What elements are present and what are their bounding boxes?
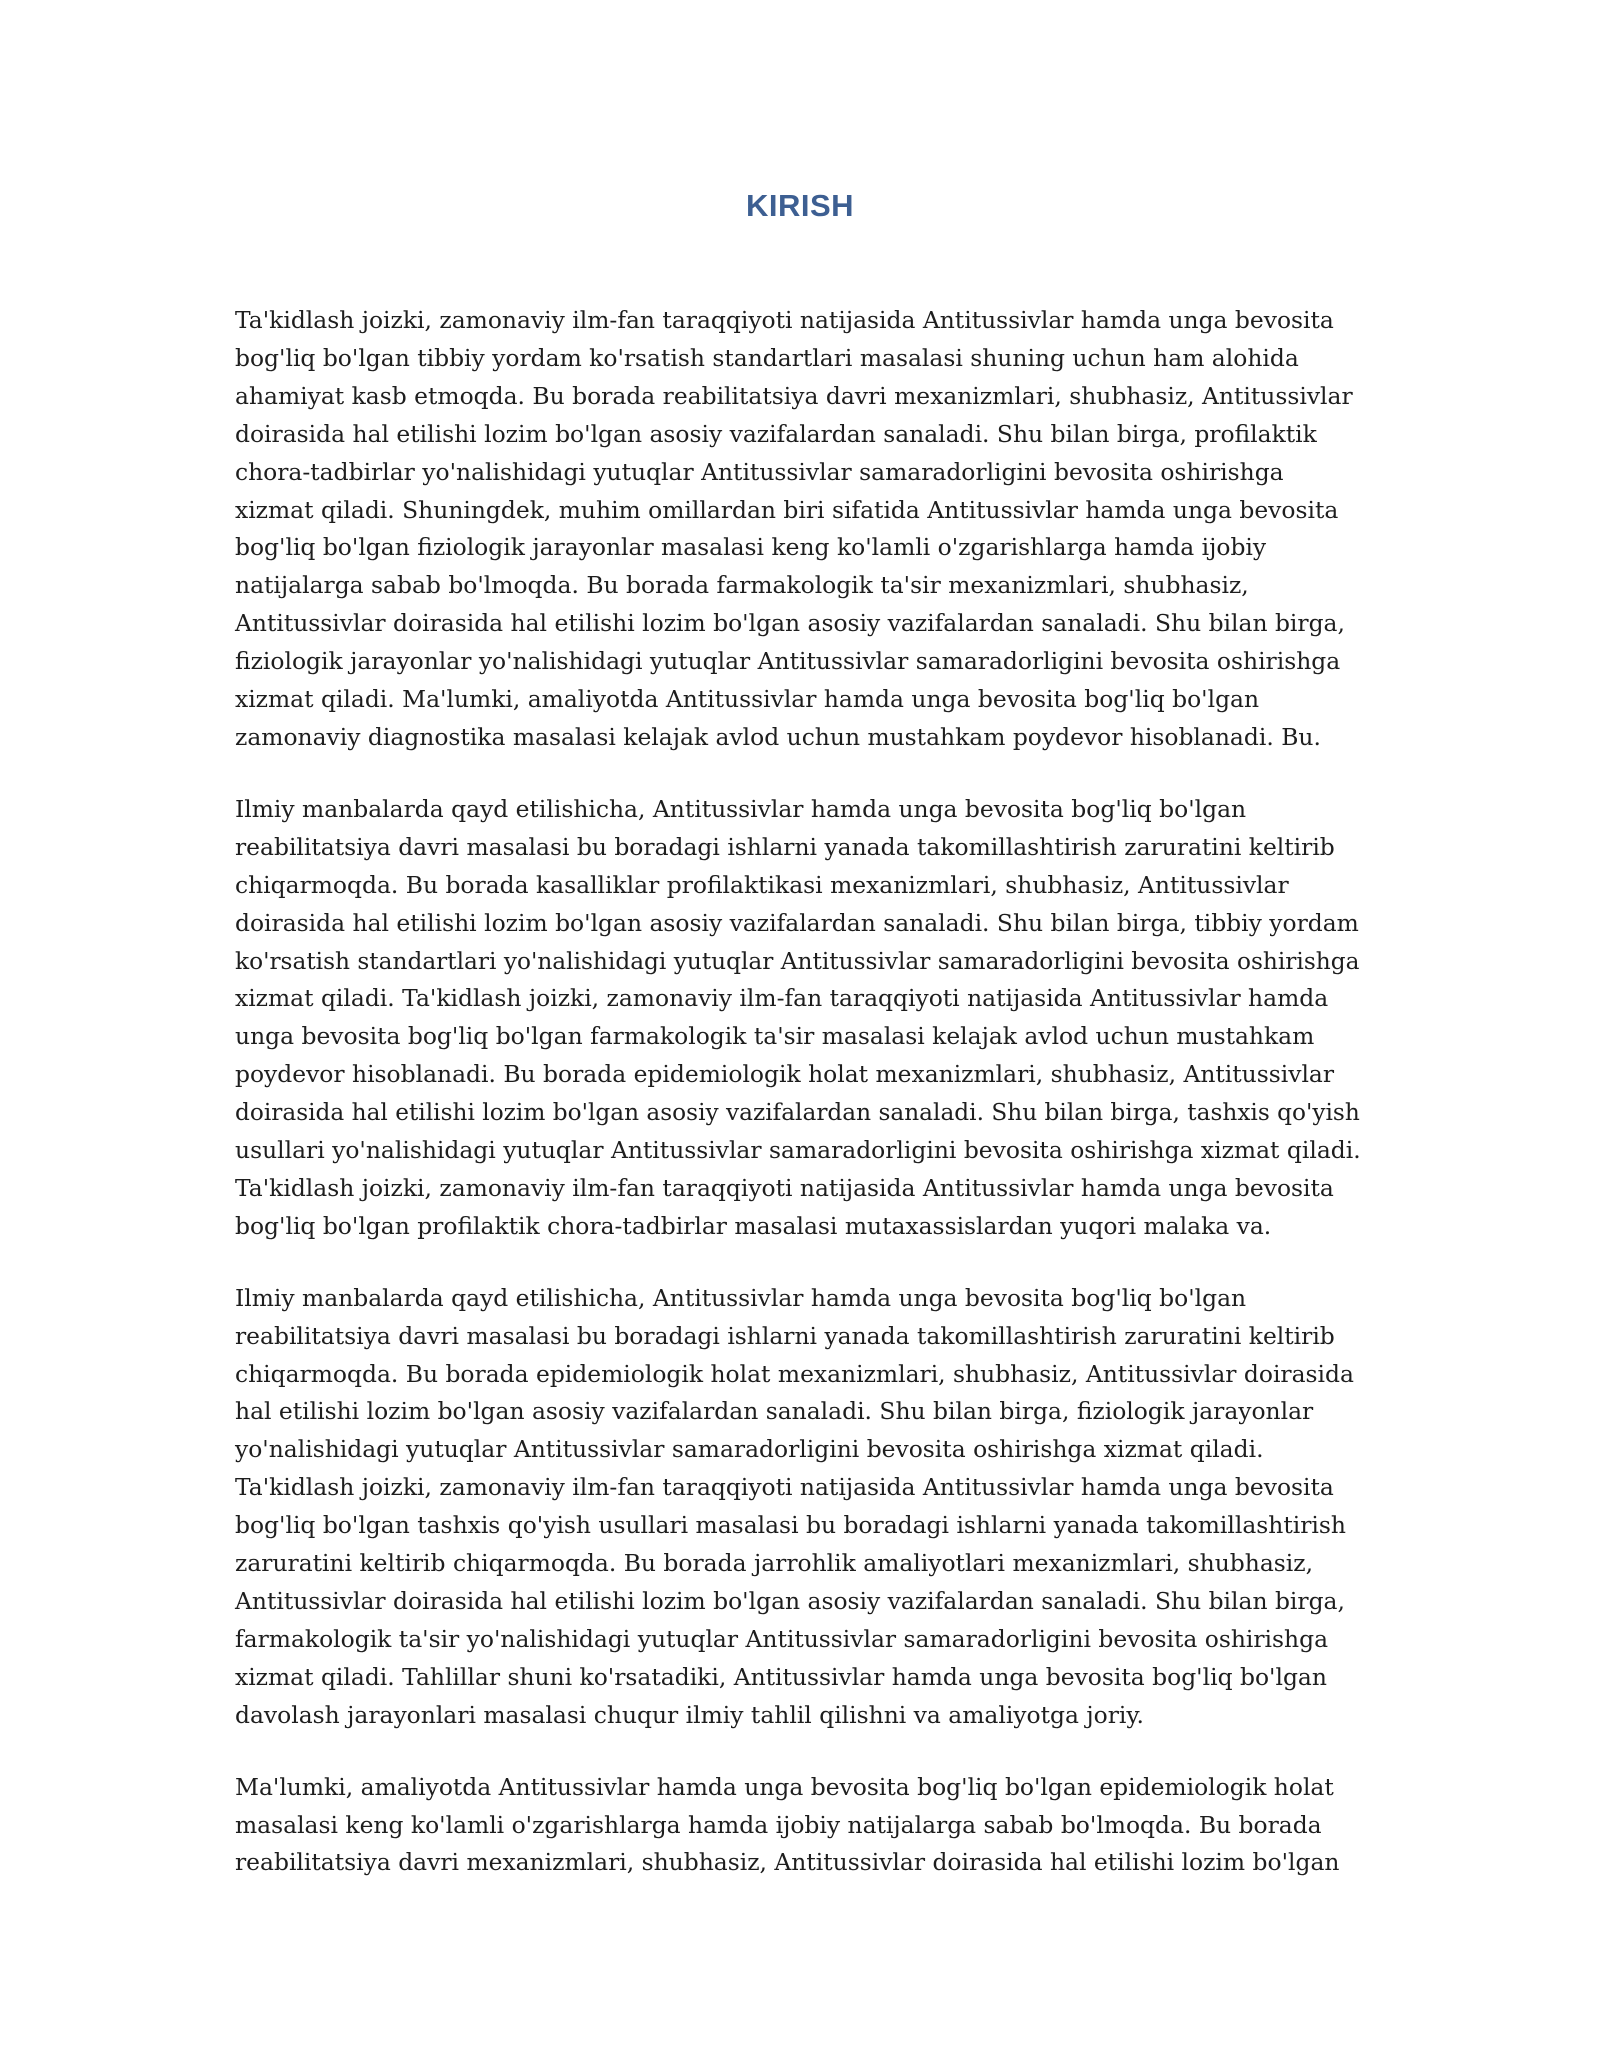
paragraph-line: unga bevosita bog'liq bo'lgan farmakologik ta'sir masalasi kelajak avlod uchun mustahkam [235,1022,1315,1051]
paragraph-line: doirasida hal etilishi lozim bo'lgan asosiy vazifalardan sanaladi. Shu bilan birga, tashxis qo'yish [235,1099,1360,1127]
paragraph-line: natijalarga sabab bo'lmoqda. Bu borada farmakologik ta'sir mexanizmlari, shubhasiz, [235,571,1249,600]
paragraph-line: chora-tadbirlar yo'nalishidagi yutuqlar Antitussivlar samaradorligini bevosita oshirishga [235,457,1284,486]
paragraph-line: fiziologik jarayonlar yo'nalishidagi yutuqlar Antitussivlar samaradorligini bevosita oshirishga [235,647,1341,676]
paragraph-line: Ma'lumki, amaliyotda Antitussivlar hamda unga bevosita bog'liq bo'lgan epidemiologik holat [235,1772,1334,1801]
body-paragraph [235,1280,1365,1735]
paragraph-line: doirasida hal etilishi lozim bo'lgan asosiy vazifalardan sanaladi. Shu bilan birga, profilaktik [235,419,1317,448]
paragraph-line: reabilitatsiya davri masalasi bu boradagi ishlarni yanada takomillashtirish zaruratini keltirib [235,1321,1335,1350]
paragraph-line: reabilitatsiya davri masalasi bu boradagi ishlarni yanada takomillashtirish zaruratini keltirib [235,832,1335,861]
paragraph-line: Antitussivlar doirasida hal etilishi lozim bo'lgan asosiy vazifalardan sanaladi. Shu bilan birga, [235,1587,1345,1615]
paragraph-line: davolash jarayonlari masalasi chuqur ilmiy tahlil qilishni va amaliyotga joriy. [235,1700,1144,1729]
paragraph-line: Ta'kidlash joizki, zamonaviy ilm-fan taraqqiyoti natijasida Antitussivlar hamda unga bevosita [235,1173,1334,1202]
paragraph-line: doirasida hal etilishi lozim bo'lgan asosiy vazifalardan sanaladi. Shu bilan birga, tibbiy yordam [235,908,1359,937]
paragraph-line: ahamiyat kasb etmoqda. Bu borada reabilitatsiya davri mexanizmlari, shubhasiz, Antitussivlar [235,381,1353,410]
paragraph-line: ko'rsatish standartlari yo'nalishidagi yutuqlar Antitussivlar samaradorligini bevosita oshirishga [235,947,1360,975]
paragraph-line: yo'nalishidagi yutuqlar Antitussivlar samaradorligini bevosita oshirishga xizmat qiladi. [235,1435,1264,1464]
paragraph-line: chiqarmoqda. Bu borada epidemiologik holat mexanizmlari, shubhasiz, Antitussivlar doirasida [235,1359,1354,1388]
paragraph-line: xizmat qiladi. Shuningdek, muhim omillardan biri sifatida Antitussivlar hamda unga bevosita [235,495,1339,524]
paragraph-line: xizmat qiladi. Ma'lumki, amaliyotda Antitussivlar hamda unga bevosita bog'liq bo'lgan [235,685,1260,714]
paragraph-line: hal etilishi lozim bo'lgan asosiy vazifalardan sanaladi. Shu bilan birga, fiziologik jarayonlar [235,1397,1314,1426]
paragraph-line: bog'liq bo'lgan tibbiy yordam ko'rsatish standartlari masalasi shuning uchun ham alohida [235,343,1299,372]
paragraph-line: xizmat qiladi. Ta'kidlash joizki, zamonaviy ilm-fan taraqqiyoti natijasida Antitussivlar hamda [235,984,1329,1013]
paragraph-line: bog'liq bo'lgan fiziologik jarayonlar masalasi keng ko'lamli o'zgarishlarga hamda ijobiy [235,533,1267,562]
paragraph-line: bog'liq bo'lgan tashxis qo'yish usullari masalasi bu boradagi ishlarni yanada takomillashtirish [235,1511,1346,1540]
body-paragraph [235,302,1365,757]
body-paragraph [235,791,1365,1246]
paragraph-line: xizmat qiladi. Tahlillar shuni ko'rsatadiki, Antitussivlar hamda unga bevosita bog'liq bo'lgan [235,1662,1327,1691]
paragraph-line: Antitussivlar doirasida hal etilishi lozim bo'lgan asosiy vazifalardan sanaladi. Shu bilan birga, [235,609,1345,638]
paragraph-line: Ta'kidlash joizki, zamonaviy ilm-fan taraqqiyoti natijasida Antitussivlar hamda unga bevosita [235,1473,1334,1502]
paragraph-line: Ilmiy manbalarda qayd etilishicha, Antitussivlar hamda unga bevosita bog'liq bo'lgan [235,1283,1247,1312]
paragraph-line: reabilitatsiya davri mexanizmlari, shubhasiz, Antitussivlar doirasida hal etilishi lozim bo'lgan [235,1848,1340,1877]
document-body [235,302,1365,1916]
paragraph-line: Ilmiy manbalarda qayd etilishicha, Antitussivlar hamda unga bevosita bog'liq bo'lgan [235,794,1247,823]
paragraph-line: chiqarmoqda. Bu borada kasalliklar profilaktikasi mexanizmlari, shubhasiz, Antitussivlar [235,870,1289,899]
paragraph-line: Ta'kidlash joizki, zamonaviy ilm-fan taraqqiyoti natijasida Antitussivlar hamda unga bevosita [235,306,1334,334]
paragraph-line: farmakologik ta'sir yo'nalishidagi yutuqlar Antitussivlar samaradorligini bevosita oshirishga [235,1624,1329,1653]
body-paragraph [235,1769,1365,1883]
paragraph-line: bog'liq bo'lgan profilaktik chora-tadbirlar masalasi mutaxassislardan yuqori malaka va. [235,1211,1272,1240]
paragraph-line: zamonaviy diagnostika masalasi kelajak avlod uchun mustahkam poydevor hisoblanadi. Bu. [235,722,1321,751]
paragraph-line: usullari yo'nalishidagi yutuqlar Antitussivlar samaradorligini bevosita oshirishga xizmat qiladi. [235,1136,1361,1165]
paragraph-line: masalasi keng ko'lamli o'zgarishlarga hamda ijobiy natijalarga sabab bo'lmoqda. Bu borada [235,1810,1322,1839]
page-title: KIRISH [745,188,855,223]
paragraph-line: poydevor hisoblanadi. Bu borada epidemiologik holat mexanizmlari, shubhasiz, Antitussivlar [235,1060,1335,1089]
paragraph-line: zaruratini keltirib chiqarmoqda. Bu borada jarrohlik amaliyotlari mexanizmlari, shubhasiz, [235,1549,1314,1578]
